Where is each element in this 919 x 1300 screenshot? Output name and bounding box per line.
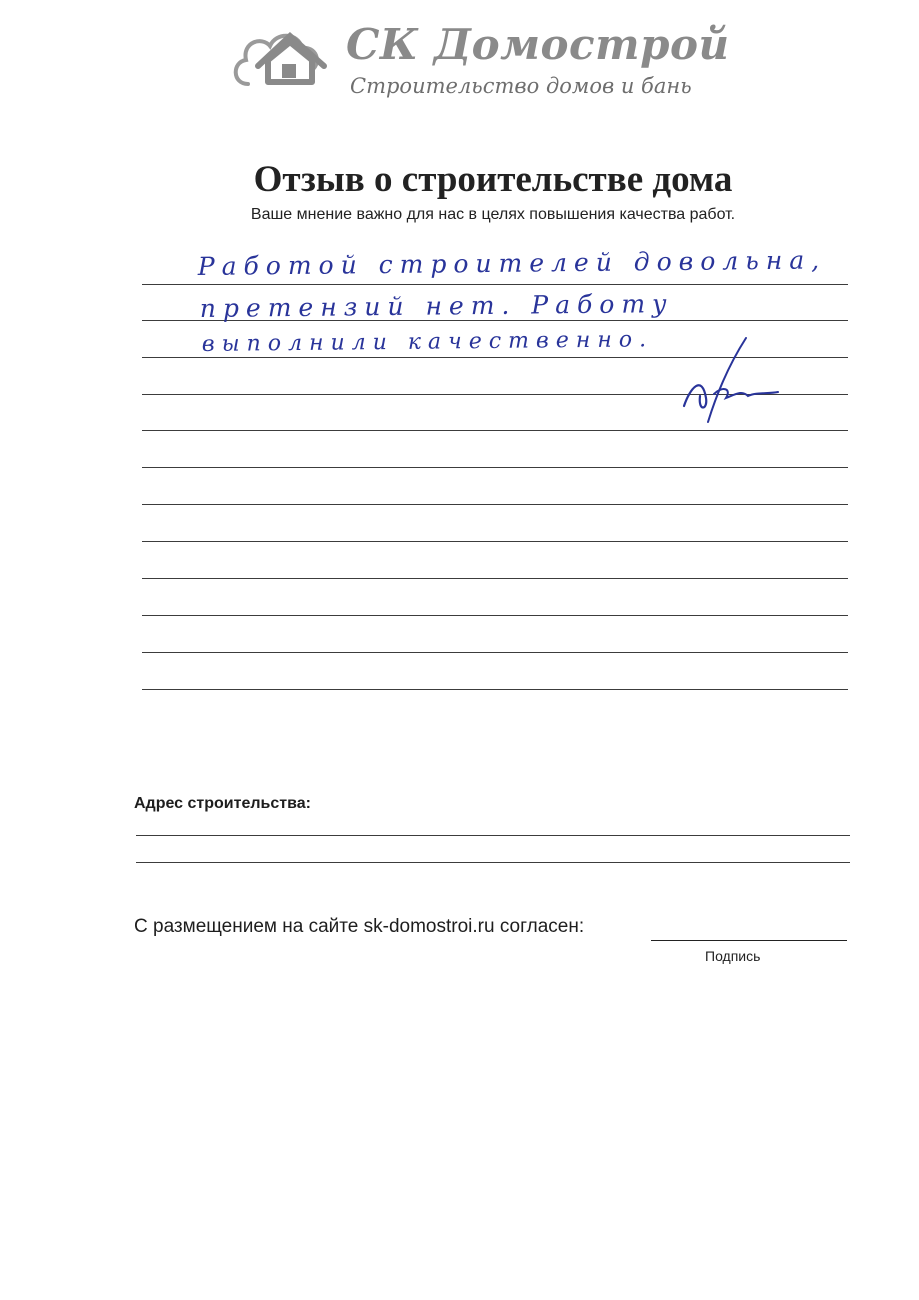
house-cloud-icon (228, 12, 348, 112)
review-rule (142, 467, 848, 468)
review-rule (142, 652, 848, 653)
handwritten-signature (676, 336, 786, 432)
consent-text: С размещением на сайте sk-domostroi.ru согласен: (134, 916, 585, 937)
company-logo (228, 12, 728, 112)
review-line-3: выполнили качественно. (201, 327, 654, 357)
review-rule (142, 504, 848, 505)
address-line[interactable] (136, 835, 850, 836)
review-line-2: претензий нет. Работу (199, 289, 674, 323)
form-title: Отзыв о строительстве дома (253, 159, 733, 200)
address-line[interactable] (136, 862, 850, 863)
logo-tagline: Строительство домов и бань (350, 74, 692, 98)
logo-name: СК Домострой (346, 20, 730, 69)
review-rule (142, 541, 848, 542)
signature-label: Подпись (705, 948, 761, 964)
review-rule (142, 284, 848, 285)
signature-line[interactable] (651, 940, 847, 941)
review-rule (142, 578, 848, 579)
review-rule (142, 689, 848, 690)
review-line-1: Работой строителей довольна, (197, 245, 827, 281)
review-rule (142, 615, 848, 616)
address-label: Адрес строительства: (134, 795, 311, 812)
form-subtitle: Ваше мнение важно для нас в целях повышения качества работ. (250, 206, 736, 223)
